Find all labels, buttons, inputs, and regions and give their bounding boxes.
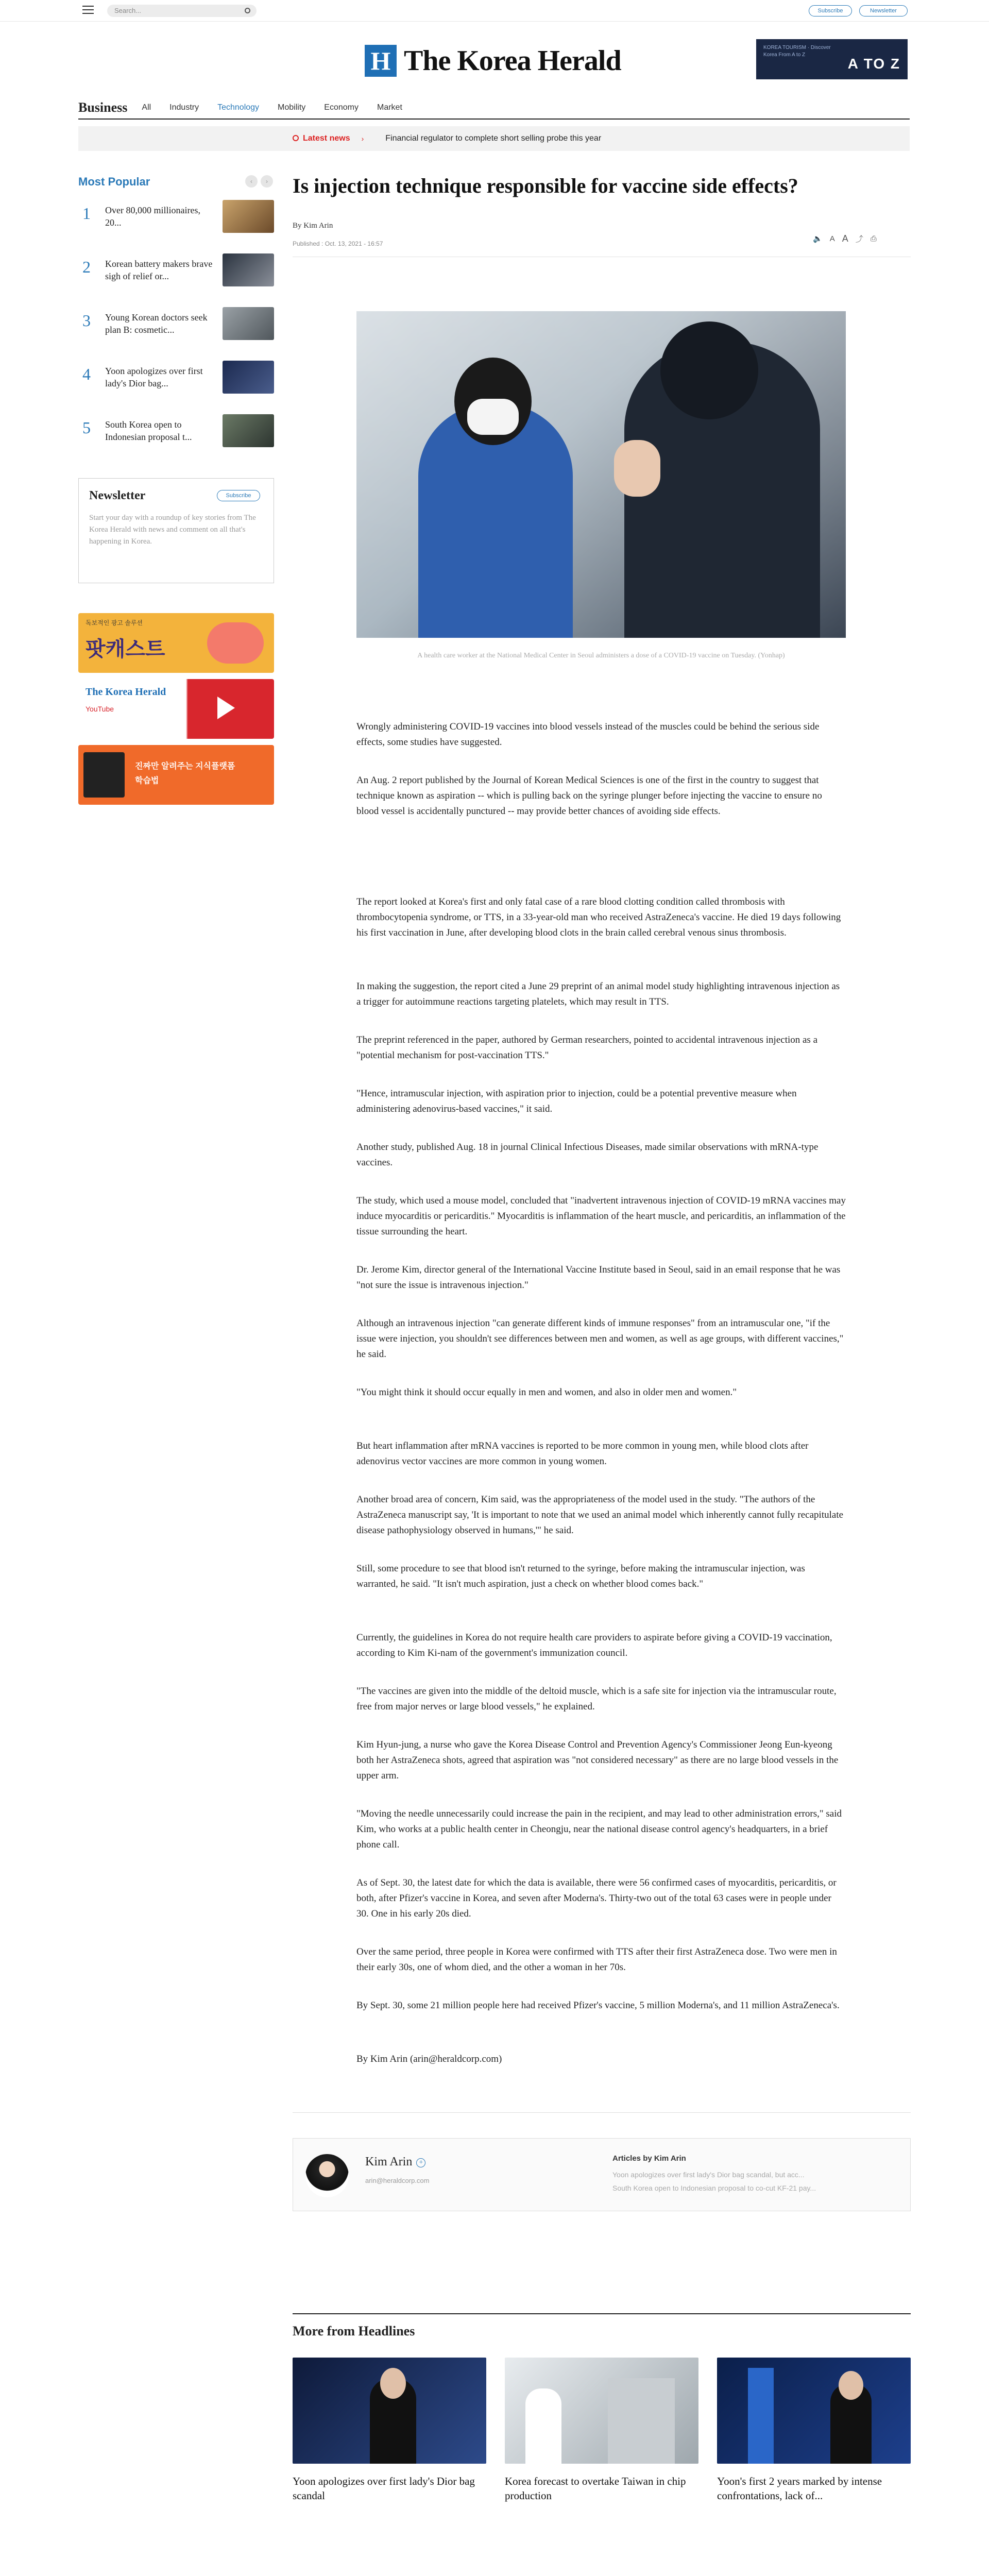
nav-item-mobility[interactable]: Mobility (278, 103, 306, 112)
article-paragraph: "Moving the needle unnecessarily could increase the pain in the recipient, and may lead to other administration errors," said Kim, who works at a public health center in Cheongju, near the national disease control agency's headquarters, in a brief phone call. (356, 1808, 842, 1850)
article-paragraph: Currently, the guidelines in Korea do not require health care providers to aspirate before giving a COVID-19 vaccination, according to Kim Ki-nam of the government's immunization council. (356, 1632, 832, 1658)
play-icon (217, 697, 235, 719)
latest-news-label: Latest news (293, 134, 350, 143)
chevron-right-icon[interactable]: › (361, 134, 364, 143)
headline-title[interactable]: Korea forecast to overtake Taiwan in chip production (505, 2475, 686, 2502)
most-popular-text[interactable]: Korean battery makers brave sigh of relief or... (105, 259, 213, 281)
thumbnail[interactable] (223, 361, 274, 394)
author-name[interactable]: Kim Arin + (365, 2155, 425, 2169)
article-paragraph: Another study, published Aug. 18 in journal Clinical Infectious Diseases, made similar observations with mRNA-type vaccines. (356, 1142, 819, 1168)
thumbnail[interactable] (223, 200, 274, 233)
article-paragraph: In making the suggestion, the report cited a June 29 preprint of an animal model study highlighting intravenous injection as a trigger for autoimmune reactions targeting platelets, which may result in TTS. (356, 981, 840, 1007)
articles-by-heading: Articles by Kim Arin (612, 2154, 686, 2163)
most-popular-text[interactable]: South Korea open to Indonesian proposal t... (105, 419, 192, 442)
print-icon[interactable]: ⎙ (870, 234, 877, 243)
divider (293, 2112, 911, 2113)
article-byline[interactable]: By Kim Arin (293, 222, 333, 230)
nav-item-economy[interactable]: Economy (324, 103, 359, 112)
article-paragraph: Although an intravenous injection "can generate different kinds of immune responses" from an intramuscular one, "if the issue were injection, you shouldn't see differences between men and women, as well as age groups, with different vaccines," he said. (356, 1318, 844, 1360)
headline-image[interactable] (293, 2358, 486, 2464)
menu-icon[interactable] (82, 6, 94, 15)
follow-icon[interactable]: + (416, 2158, 425, 2167)
clock-icon (293, 135, 299, 141)
article-paragraph: But heart inflammation after mRNA vaccines is reported to be more common in young men, while blood clots after adenovirus vector vaccines are more common in young women. (356, 1440, 809, 1467)
article-paragraph: Wrongly administering COVID-19 vaccines into blood vessels instead of the muscles could be behind the serious side effects, some studies have suggested. (356, 721, 820, 748)
most-popular-title: Most Popular (78, 175, 150, 188)
nav-item-industry[interactable]: Industry (169, 103, 199, 112)
headline-image[interactable] (505, 2358, 698, 2464)
ad-text: KOREA TOURISM · Discover Korea From A to Z (763, 45, 831, 58)
most-popular-text[interactable]: Over 80,000 millionaires, 20... (105, 205, 200, 228)
article-paragraph: Dr. Jerome Kim, director general of the International Vaccine Institute based in Seoul, said in an email response that he was "not sure the issue is intravenous injection." (356, 1264, 841, 1291)
rank-number: 4 (82, 365, 91, 383)
headline-title[interactable]: Yoon apologizes over first lady's Dior bag scandal (293, 2475, 475, 2502)
most-popular-item[interactable] (78, 200, 274, 241)
side-ad-youtube[interactable] (78, 679, 274, 739)
font-size-icon[interactable]: A (829, 234, 835, 243)
newsletter-subscribe-button[interactable]: Subscribe (217, 490, 260, 501)
newsletter-box (78, 478, 274, 583)
author-article-link[interactable]: Yoon apologizes over first lady's Dior bag scandal, but acc... (612, 2171, 805, 2179)
search-icon[interactable] (245, 8, 250, 13)
article-signoff: By Kim Arin (arin@heraldcorp.com) (356, 2054, 502, 2064)
article-paragraph: Kim Hyun-jung, a nurse who gave the Korea Disease Control and Prevention Agency's Commissioner Jeong Eun-kyeong both her AstraZeneca shots, agreed that aspiration was "not considered necessary" as there are no large blood vessels in the upper arm. (356, 1739, 839, 1781)
latest-news-ticker (78, 126, 910, 151)
article-paragraph: The study, which used a mouse model, concluded that "inadvertent intravenous injection of COVID-19 mRNA vaccines may induce myocarditis or pericarditis." Myocarditis is inflammation of the heart muscle, and pericarditis, an inflammation of the tissue surrounding the heart. (356, 1195, 846, 1237)
newsletter-button[interactable]: Newsletter (859, 5, 908, 16)
ad-text: 진짜만 알려주는 지식플랫폼 (135, 762, 235, 771)
side-ad-learning[interactable] (78, 745, 274, 805)
latest-news-headline[interactable]: Financial regulator to complete short selling probe this year (385, 134, 602, 143)
article-photo[interactable] (356, 311, 846, 638)
font-size-large-icon[interactable]: A (842, 233, 848, 244)
site-logo[interactable] (365, 42, 625, 79)
face-mask (467, 399, 519, 435)
nav-item-all[interactable]: All (142, 103, 151, 112)
article-paragraph: "You might think it should occur equally in men and women, and also in older men and women." (356, 1387, 737, 1398)
article-paragraph: As of Sept. 30, the latest date for which the data is available, there were 56 confirmed cases of myocarditis, pericarditis, or both, after Pfizer's vaccine in Korea, and seven after Moderna's. Thirty-two out of the total 63 cases were in people under 30. One in his early 20s died. (356, 1877, 837, 1919)
article-paragraph: "The vaccines are given into the middle of the deltoid muscle, which is a safe site for injection via the intramuscular route, free from major nerves or large blood vessels," he explained. (356, 1686, 837, 1712)
article-tools (813, 232, 911, 245)
top-ad-banner[interactable] (756, 39, 908, 79)
rank-number: 5 (82, 418, 91, 437)
ad-headline: YouTube (86, 705, 114, 713)
ad-headline: 팟캐스트 (86, 638, 165, 660)
article-paragraph: An Aug. 2 report published by the Journal of Korean Medical Sciences is one of the first in the country to suggest that technique known as aspiration -- which is pulling back on the syringe plunger before injecting the vaccine to ensure no blood vessel is accidentally punctured -- may provide better chances of avoiding side effects. (356, 775, 822, 817)
logo-mark: H (365, 45, 397, 77)
headline-card[interactable] (505, 2358, 698, 2503)
ad-illustration (207, 622, 264, 664)
article-paragraph: Another broad area of concern, Kim said, was the appropriateness of the model used in the study. "The authors of the AstraZeneca manuscript say, 'It is important to note that we used an animal model which inherently cannot fully recapitulate disease pathophysiology observed in humans,'" he said. (356, 1494, 844, 1536)
nav-item-market[interactable]: Market (377, 103, 402, 112)
ad-text: 독보적인 광고 솔루션 (86, 619, 143, 626)
search-placeholder: Search... (114, 7, 142, 14)
section-nav (78, 97, 910, 120)
next-arrow-icon[interactable]: › (261, 175, 273, 188)
ad-headline: A TO Z (847, 56, 900, 72)
author-avatar[interactable] (305, 2154, 349, 2197)
article-paragraph: "Hence, intramuscular injection, with aspiration prior to injection, could be a potential preventive measure when administering adenovirus-based vaccines," it said. (356, 1088, 797, 1114)
article-paragraph: The report looked at Korea's first and only fatal case of a rare blood clotting condition called thrombosis with thrombocytopenia syndrome, or TTS, in a 33-year-old man who received AstraZeneca's vaccine. He died 19 days following his first vaccination in June, after developing blood clots in the brain called cerebral venous sinus thrombosis. (356, 896, 841, 938)
side-ad-podcast[interactable] (78, 613, 274, 673)
photo-caption: A health care worker at the National Medical Center in Seoul administers a dose of a COVID-19 vaccine on Tuesday. (Yonhap) (417, 652, 785, 659)
author-email[interactable]: arin@heraldcorp.com (365, 2177, 430, 2184)
share-icon[interactable]: ⤴ (855, 234, 863, 244)
subscribe-button[interactable]: Subscribe (809, 5, 852, 16)
top-bar (0, 0, 989, 22)
headline-card[interactable] (293, 2358, 486, 2503)
published-date: Published : Oct. 13, 2021 - 16:57 (293, 240, 383, 247)
search-input[interactable] (107, 5, 257, 17)
most-popular-text[interactable]: Young Korean doctors seek plan B: cosmetic... (105, 312, 208, 335)
most-popular-item[interactable] (78, 361, 274, 402)
headline-card[interactable] (717, 2358, 911, 2503)
prev-arrow-icon[interactable]: ‹ (245, 175, 258, 188)
author-box (293, 2138, 911, 2211)
section-title[interactable]: Business (78, 100, 128, 115)
thumbnail[interactable] (223, 414, 274, 447)
more-headlines-title: More from Headlines (293, 2324, 415, 2338)
rank-number: 2 (82, 258, 91, 276)
ad-illustration (83, 752, 125, 798)
rank-number: 3 (82, 311, 91, 330)
thumbnail[interactable] (223, 253, 274, 286)
article-paragraph: Over the same period, three people in Korea were confirmed with TTS after their first AstraZeneca dose. Two were men in their early 30s, one of whom died, and the other a woman in her 70s. (356, 1946, 837, 1973)
article-paragraph: The preprint referenced in the paper, authored by German researchers, pointed to accidental intravenous injection as a "potential mechanism for post-vaccination TTS." (356, 1035, 818, 1061)
article-paragraph: Still, some procedure to see that blood isn't returned to the syringe, before making the intramuscular injection, was warranted, he said. "It isn't much aspiration, just a check on whether blood comes back." (356, 1563, 805, 1589)
author-article-link[interactable]: South Korea open to Indonesian proposal to co-cut KF-21 pay... (612, 2184, 816, 2192)
logo-text: The Korea Herald (404, 45, 621, 77)
newsletter-title: Newsletter (89, 489, 146, 502)
most-popular-pager (245, 175, 276, 188)
nav-item-technology[interactable]: Technology (217, 103, 260, 112)
article-title: Is injection technique responsible for vaccine side effects? (293, 174, 798, 197)
most-popular-item[interactable] (78, 253, 274, 295)
headline-image[interactable] (717, 2358, 911, 2464)
thumbnail[interactable] (223, 307, 274, 340)
ad-text: The Korea Herald (86, 686, 166, 698)
ad-headline: 학습법 (135, 776, 159, 785)
newsletter-description: Start your day with a roundup of key stories from The Korea Herald with news and comment on all that's happening in Korea. (89, 514, 256, 546)
section-rule (293, 2313, 911, 2314)
article-paragraph: By Sept. 30, some 21 million people here had received Pfizer's vaccine, 5 million Moderna's, and 11 million AstraZeneca's. (356, 2000, 840, 2011)
headline-title[interactable]: Yoon's first 2 years marked by intense confrontations, lack of... (717, 2475, 882, 2502)
most-popular-item[interactable] (78, 414, 274, 455)
listen-icon[interactable]: 🔈 (813, 234, 823, 243)
most-popular-item[interactable] (78, 307, 274, 348)
most-popular-text[interactable]: Yoon apologizes over first lady's Dior bag... (105, 366, 203, 388)
rank-number: 1 (82, 204, 91, 223)
